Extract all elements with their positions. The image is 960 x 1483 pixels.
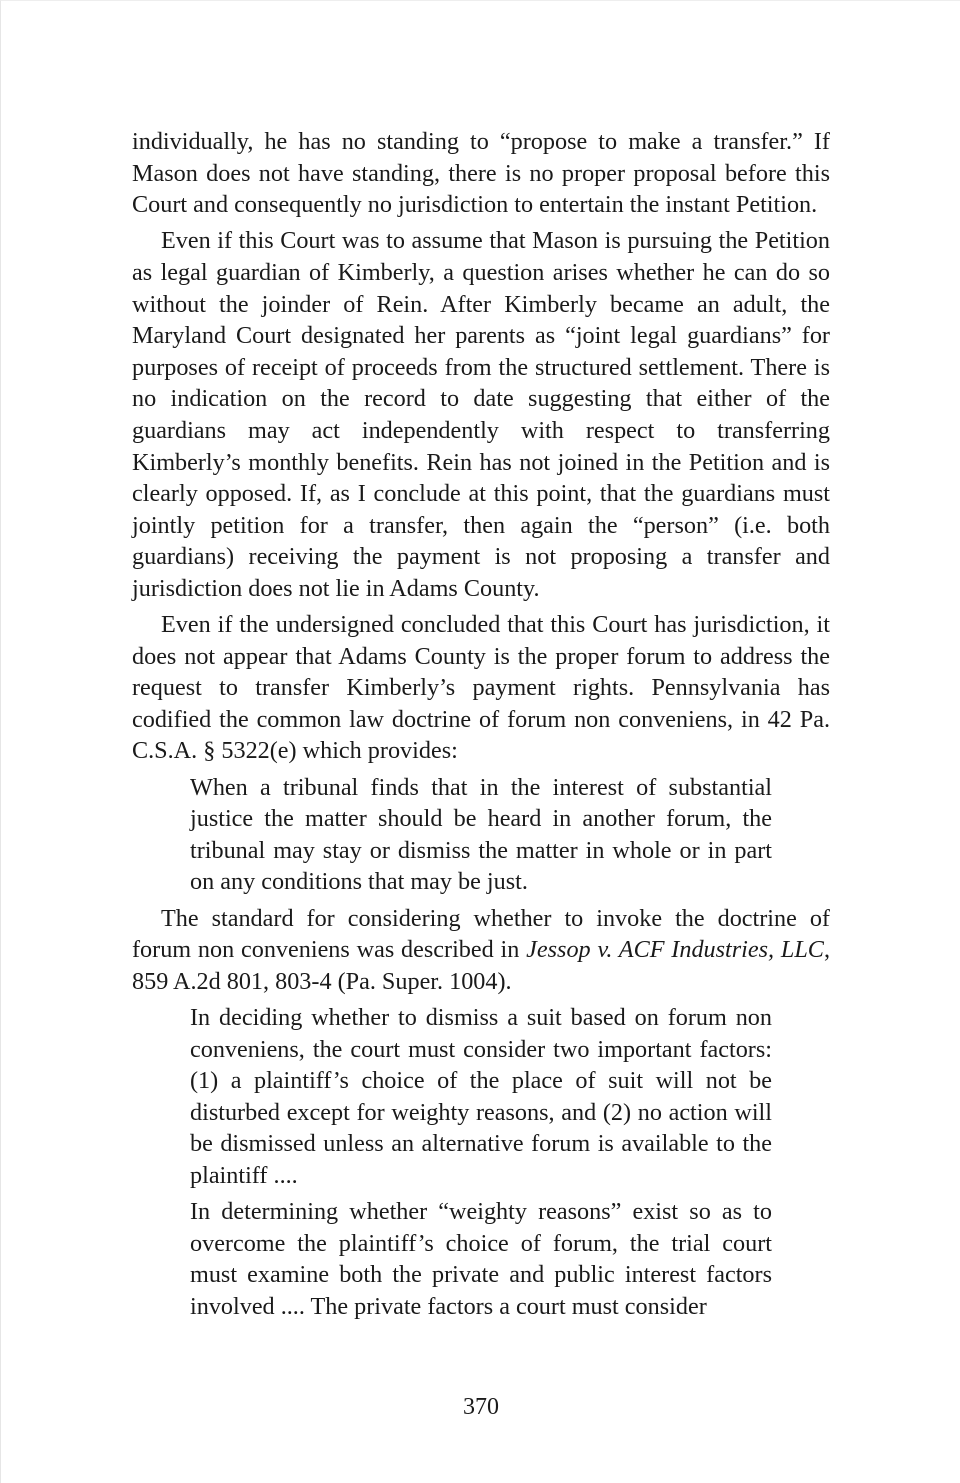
quote-jessop-factors: In deciding whether to dismiss a suit based on forum non conveniens, the court must consider two important factors: (1) a plaintiff’s choice of the place of suit will not be disturbed except for weighty reasons, and (2) no action will be dismissed unless an alternative forum is available to the plaintiff .... [190, 1004, 772, 1189]
block-quote-statute [190, 772, 772, 898]
body-text [132, 126, 830, 1327]
paragraph-joint-guardians: Even if this Court was to assume that Mason is pursuing the Petition as legal guardian of Kimberly, a question arises whether he can do so without the joinder of Rein. After Kimberly became an adult, the Maryland Court designated her parents as “joint legal guardians” for purposes of receipt of proceeds from the structured settlement. There is no indication on the record to date suggesting that either of the guardians may act independently with respect to transferring Kimberly’s monthly benefits. Rein has not joined in the Petition and is clearly opposed. If, as I conclude at this point, that the guardians must jointly petition for a transfer, then again the “person” (i.e. both guardians) receiving the payment is not proposing a transfer and jurisdiction does not lie in Adams County. [132, 227, 830, 602]
page-number: 370 [463, 1394, 499, 1420]
paragraph-standard [132, 903, 830, 998]
paragraph-forum-non-conveniens: Even if the undersigned concluded that this Court has jurisdiction, it does not appear that Adams County is the proper forum to address the request to transfer Kimberly’s payment rights. Pennsylvania has codified the common law doctrine of forum non conveniens, in 42 Pa. C.S.A. § 5322(e) which provides: [132, 611, 830, 765]
quote-jessop-weighty-reasons: In determining whether “weighty reasons” exist so as to overcome the plaintiff’s choice of forum, the trial court must examine both the private and public interest factors involved .... The private factors a court must consider [190, 1198, 772, 1320]
paragraph-standing: individually, he has no standing to “propose to make a transfer.” If Mason does not have standing, there is no proper proposal before this Court and consequently no jurisdiction to entertain the instant Petition. [132, 128, 830, 219]
standard-lead-text: The standard for considering whether to invoke the doctrine of forum non conveniens was described in [132, 904, 830, 964]
block-quote-jessop [190, 1002, 772, 1323]
case-citation: , 859 A.2d 801, 803-4 (Pa. Super. 1004). [132, 936, 830, 995]
case-name: Jessop v. ACF Industries, LLC [526, 936, 824, 964]
quote-statute-text: When a tribunal finds that in the interest of substantial justice the matter should be heard in another forum, the tribunal may stay or dismiss the matter in whole or in part on any conditions that may be just. [190, 773, 772, 896]
